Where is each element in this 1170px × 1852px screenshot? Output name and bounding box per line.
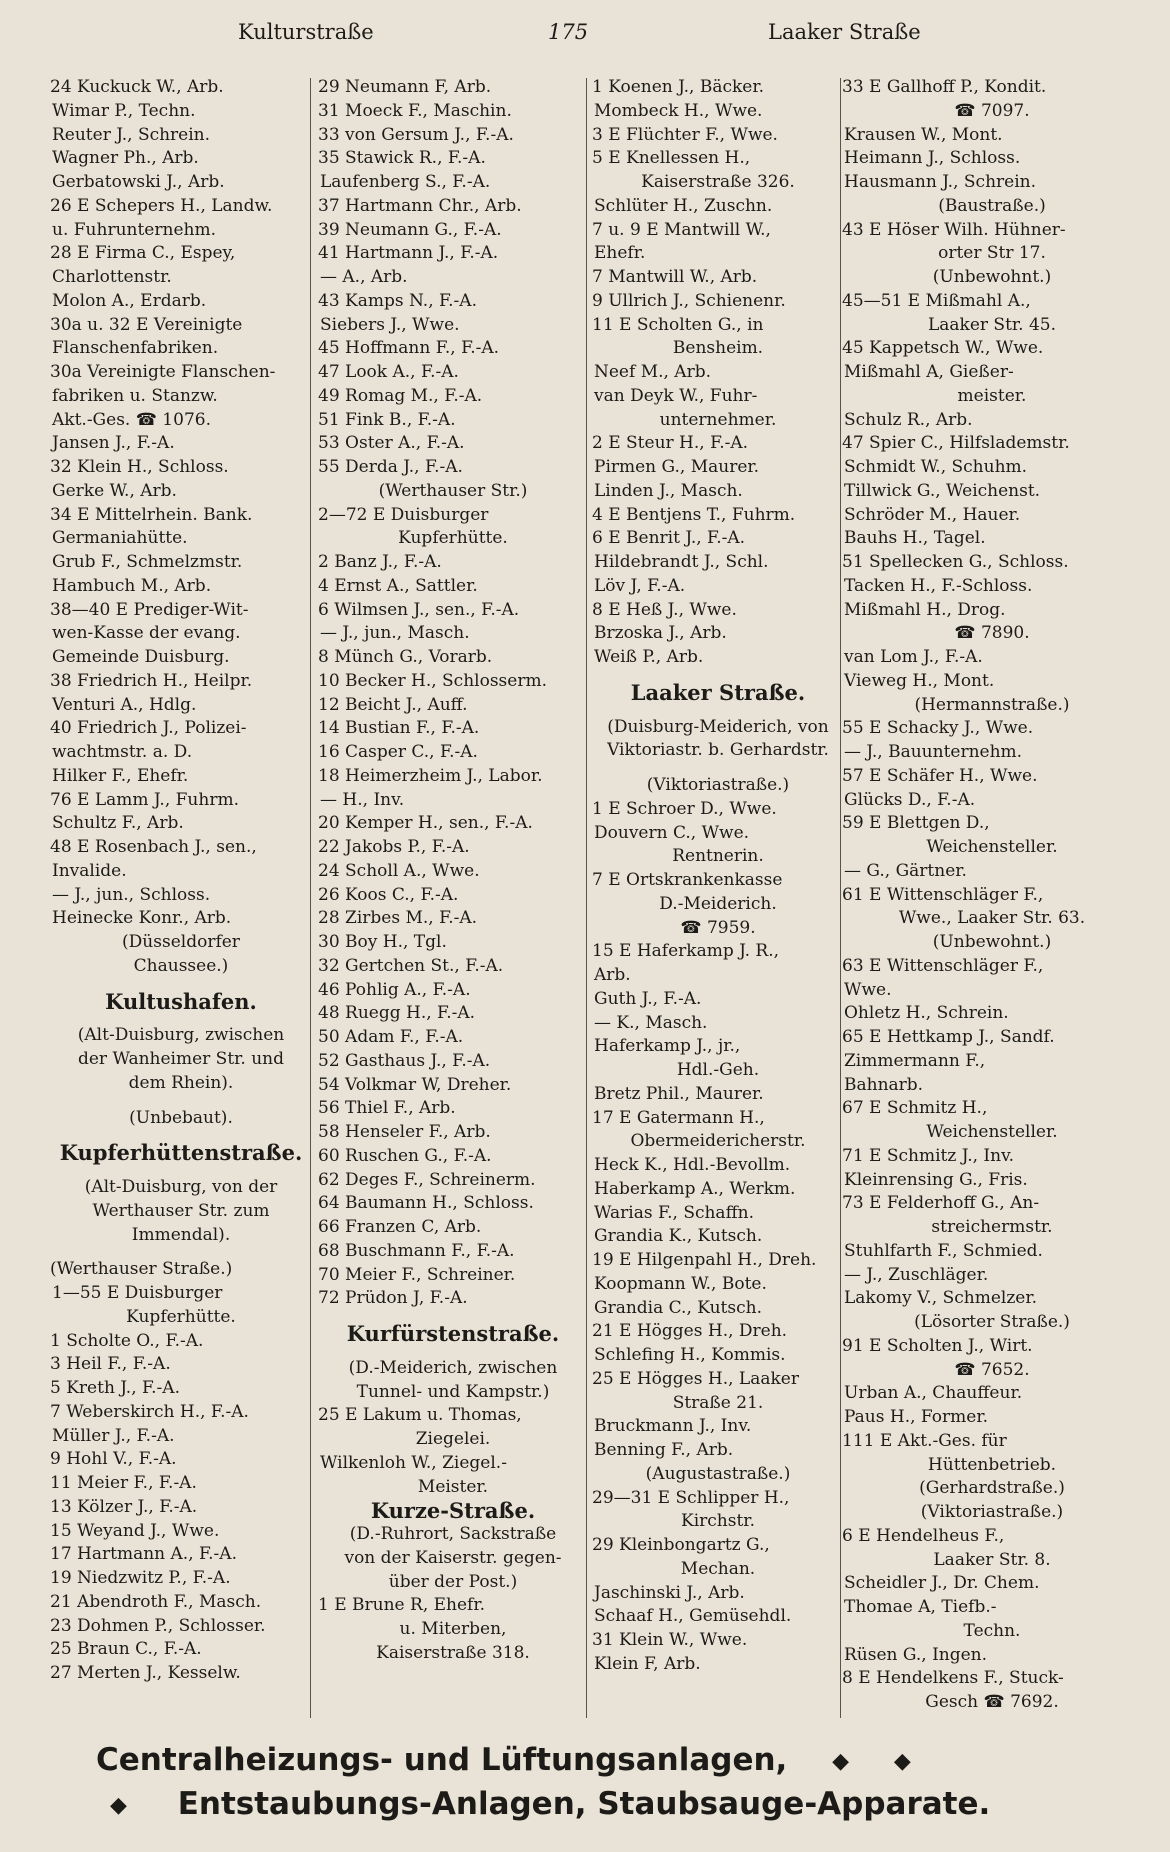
directory-entry: Siebers J., Wwe.: [320, 314, 460, 335]
directory-entry: 56 Thiel F., Arb.: [318, 1098, 456, 1119]
directory-entry: 19 Niedzwitz P., F.-A.: [50, 1568, 231, 1588]
directory-entry: Werthauser Str. zum: [92, 1200, 270, 1221]
spacer: [50, 1130, 312, 1141]
directory-entry: (Duisburg-Meiderich, von: [607, 716, 829, 737]
directory-entry: 19 E Hilgenpahl H., Dreh.: [592, 1250, 817, 1270]
directory-entry: ☎ 7097.: [954, 100, 1030, 121]
directory-entry: 29 Kleinbongartz G.,: [592, 1535, 770, 1555]
directory-entry: 4 E Bentjens T., Fuhrm.: [592, 504, 796, 525]
directory-entry: Arb.: [594, 965, 631, 985]
directory-entry: 25 E Lakum u. Thomas,: [318, 1405, 522, 1426]
directory-entry: 59 E Blettgen D.,: [842, 813, 990, 834]
directory-entry: von der Kaiserstr. gegen-: [344, 1547, 562, 1568]
directory-entry: 25 Braun C., F.-A.: [50, 1639, 202, 1660]
directory-entry: 2—72 E Duisburger: [318, 504, 489, 525]
directory-entry: Kleinrensing G., Fris.: [844, 1169, 1028, 1190]
directory-entry: Müller J., F.-A.: [52, 1425, 175, 1446]
directory-entry: 33 E Gallhoff P., Kondit.: [842, 77, 1047, 97]
directory-entry: 1 E Schroer D., Wwe.: [592, 798, 777, 819]
directory-entry: 49 Romag M., F.-A.: [318, 385, 483, 406]
directory-entry: Löv J, F.-A.: [594, 575, 686, 596]
directory-entry: Schultz F., Arb.: [52, 813, 184, 834]
directory-entry: 1 Scholte O., F.-A.: [50, 1330, 204, 1351]
street-heading: Kupferhüttenstraße.: [59, 1141, 303, 1165]
directory-entry: Weiß P., Arb.: [594, 647, 704, 667]
directory-entry: 66 Franzen C, Arb.: [318, 1217, 482, 1237]
directory-entry: 24 Scholl A., Wwe.: [318, 860, 480, 881]
directory-entry: Gesch ☎ 7692.: [925, 1692, 1059, 1712]
directory-entry: 55 Derda J., F.-A.: [318, 457, 463, 477]
directory-entry: Heinecke Konr., Arb.: [52, 908, 232, 929]
advertisement-line-1: [96, 1742, 1116, 1778]
directory-entry: Mißmahl A, Gießer-: [844, 362, 1014, 382]
directory-entry: Straße 21.: [672, 1392, 764, 1413]
directory-entry: 18 Heimerzheim J., Labor.: [318, 765, 543, 786]
directory-entry: Lakomy V., Schmelzer.: [844, 1288, 1038, 1309]
directory-entry: D.-Meiderich.: [659, 893, 777, 914]
directory-entry: 17 Hartmann A., F.-A.: [50, 1544, 237, 1565]
directory-entry: 25 E Högges H., Laaker: [592, 1368, 799, 1389]
directory-entry: Klein F, Arb.: [594, 1653, 701, 1674]
directory-entry: streichermstr.: [931, 1217, 1053, 1237]
directory-entry: 76 E Lamm J., Fuhrm.: [50, 789, 239, 810]
directory-entry: Techn.: [963, 1620, 1021, 1641]
directory-entry: — J., Zuschläger.: [844, 1264, 989, 1285]
directory-entry: Weichensteller.: [926, 1122, 1058, 1142]
directory-entry: 16 Casper C., F.-A.: [318, 742, 478, 762]
directory-entry: (Augustastraße.): [645, 1463, 791, 1484]
directory-entry: 34 E Mittelrhein. Bank.: [50, 504, 253, 525]
directory-entry: Wwe.: [844, 979, 892, 1000]
directory-entry: Hilker F., Ehefr.: [52, 765, 189, 786]
directory-entry: Wimar P., Techn.: [52, 100, 196, 121]
directory-entry: 17 E Gatermann H.,: [592, 1107, 765, 1128]
directory-entry: Mombeck H., Wwe.: [594, 100, 763, 121]
directory-entry: 32 Gertchen St., F.-A.: [318, 955, 504, 976]
directory-entry: u. Fuhrunternehm.: [52, 219, 216, 240]
spacer: [50, 1096, 312, 1107]
spacer: [50, 979, 312, 990]
directory-entry: (Hermannstraße.): [914, 694, 1070, 715]
ad-text-1: Centralheizungs- und Lüftungsanlagen,: [96, 1742, 788, 1778]
directory-entry: Laufenberg S., F.-A.: [320, 172, 491, 192]
directory-entry: ☎ 7890.: [954, 623, 1030, 644]
directory-entry: 30 Boy H., Tgl.: [318, 932, 447, 952]
directory-entry: Reuter J., Schrein.: [52, 124, 211, 145]
directory-entry: 7 Weberskirch H., F.-A.: [50, 1401, 249, 1422]
directory-entry: Benning F., Arb.: [594, 1440, 734, 1460]
directory-entry: 9 Ullrich J., Schienenr.: [592, 290, 786, 311]
directory-entry: Schlefing H., Kommis.: [594, 1345, 786, 1365]
diamond-icon: ◆: [110, 1793, 127, 1818]
directory-entry: 14 Bustian F., F.-A.: [318, 718, 480, 739]
directory-entry: 63 E Wittenschläger F.,: [842, 955, 1044, 976]
directory-entry: der Wanheimer Str. und: [77, 1049, 285, 1069]
directory-entry: Bauhs H., Tagel.: [844, 528, 986, 549]
directory-entry: Bahnarb.: [844, 1074, 924, 1095]
directory-entry: Weichensteller.: [926, 837, 1058, 857]
directory-entry: (Alt-Duisburg, zwischen: [77, 1025, 285, 1046]
directory-entry: Tunnel- und Kampstr.): [356, 1381, 550, 1402]
directory-entry: 45—51 E Mißmahl A.,: [842, 290, 1031, 311]
directory-entry: Laaker Str. 8.: [933, 1549, 1051, 1570]
directory-entry: Koopmann W., Bote.: [594, 1273, 767, 1294]
advertisement-line-2: [110, 1786, 1130, 1822]
directory-entry: 41 Hartmann J., F.-A.: [318, 243, 499, 264]
directory-entry: (Werthauser Straße.): [50, 1259, 233, 1280]
directory-entry: 1—55 E Duisburger: [52, 1283, 223, 1303]
directory-entry: Hambuch M., Arb.: [52, 575, 212, 596]
directory-entry: 27 Merten J., Kesselw.: [50, 1663, 241, 1683]
spacer: [50, 1165, 312, 1176]
directory-entry: 21 Abendroth F., Masch.: [50, 1591, 262, 1612]
directory-entry: 15 Weyand J., Wwe.: [50, 1520, 220, 1541]
directory-entry: Rüsen G., Ingen.: [844, 1644, 988, 1665]
directory-entry: Thomae A, Tiefb.-: [844, 1597, 997, 1617]
directory-entry: 2 Banz J., F.-A.: [318, 552, 442, 572]
directory-entry: 7 E Ortskrankenkasse: [592, 870, 783, 890]
directory-entry: Akt.-Ges. ☎ 1076.: [52, 409, 211, 430]
directory-entry: 6 E Benrit J., F.-A.: [592, 528, 746, 549]
directory-entry: Venturi A., Hdlg.: [52, 694, 197, 715]
column-1: [50, 76, 312, 1686]
directory-entry: Warias F., Schaffn.: [594, 1202, 754, 1223]
ad-text-2: Entstaubungs-Anlagen, Staubsauge-Apparate.: [177, 1786, 991, 1822]
spacer: [318, 1346, 588, 1357]
directory-entry: Kupferhütte.: [398, 528, 508, 549]
directory-entry: Ziegelei.: [415, 1429, 491, 1449]
directory-entry: 4 Ernst A., Sattler.: [318, 575, 478, 596]
directory-entry: 7 u. 9 E Mantwill W.,: [592, 219, 771, 240]
directory-entry: wachtmstr. a. D.: [52, 742, 193, 762]
directory-entry: Hausmann J., Schrein.: [844, 172, 1036, 192]
directory-entry: Gerke W., Arb.: [52, 480, 177, 501]
directory-entry: Hüttenbetrieb.: [927, 1454, 1057, 1475]
directory-entry: Laaker Str. 45.: [927, 314, 1057, 335]
directory-entry: Schmidt W., Schuhm.: [844, 457, 1028, 477]
directory-entry: Linden J., Masch.: [594, 480, 743, 501]
directory-entry: 6 Wilmsen J., sen., F.-A.: [318, 599, 520, 620]
spacer: [50, 1247, 312, 1258]
directory-entry: 11 Meier F., F.-A.: [50, 1473, 197, 1493]
directory-entry: 2 E Steur H., F.-A.: [592, 433, 749, 454]
directory-entry: Schaaf H., Gemüsehdl.: [594, 1606, 792, 1627]
directory-entry: 43 E Höser Wilh. Hühner-: [842, 219, 1066, 240]
directory-entry: 65 E Hettkamp J., Sandf.: [842, 1027, 1055, 1047]
directory-entry: 67 E Schmitz H.,: [842, 1098, 988, 1119]
column-3: [592, 76, 844, 1677]
directory-entry: 28 Zirbes M., F.-A.: [318, 908, 478, 929]
directory-entry: (Gerhardstraße.): [919, 1478, 1065, 1499]
directory-entry: fabriken u. Stanzw.: [52, 385, 218, 406]
directory-entry: 50 Adam F., F.-A.: [318, 1027, 464, 1047]
directory-entry: 28 E Firma C., Espey,: [50, 243, 236, 264]
directory-entry: 35 Stawick R., F.-A.: [318, 148, 486, 169]
directory-entry: 39 Neumann G., F.-A.: [318, 219, 502, 240]
directory-entry: 43 Kamps N., F.-A.: [318, 290, 477, 311]
directory-entry: 47 Look A., F.-A.: [318, 362, 459, 382]
diamond-icon: ◆: [893, 1749, 911, 1774]
directory-entry: 3 E Flüchter F., Wwe.: [592, 124, 778, 145]
directory-entry: Obermeidericherstr.: [630, 1131, 806, 1152]
directory-entry: 1 E Brune R, Ehefr.: [318, 1595, 485, 1616]
directory-entry: 8 Münch G., Vorarb.: [318, 647, 493, 667]
directory-entry: Flanschenfabriken.: [52, 338, 219, 359]
directory-entry: (Viktoriastraße.): [646, 775, 790, 795]
spacer: [592, 670, 844, 681]
directory-entry: (Unbewohnt.): [932, 932, 1052, 952]
directory-entry: 61 E Wittenschläger F.,: [842, 884, 1044, 905]
directory-entry: 12 Beicht J., Auff.: [318, 694, 468, 715]
directory-entry: 29 Neumann F, Arb.: [318, 77, 492, 97]
directory-entry: (Alt-Duisburg, von der: [84, 1177, 278, 1197]
directory-entry: (D.-Meiderich, zwischen: [348, 1357, 558, 1378]
directory-entry: Glücks D., F.-A.: [844, 789, 976, 810]
directory-entry: 111 E Akt.-Ges. für: [842, 1430, 1007, 1451]
directory-entry: Urban A., Chauffeur.: [844, 1383, 1023, 1404]
directory-entry: Viktoriastr. b. Gerhardstr.: [607, 740, 829, 761]
directory-entry: Kirchstr.: [681, 1511, 755, 1532]
directory-entry: 23 Dohmen P., Schlosser.: [50, 1615, 266, 1636]
directory-entry: über der Post.): [388, 1571, 518, 1592]
directory-entry: Molon A., Erdarb.: [52, 290, 207, 311]
directory-entry: Invalide.: [52, 860, 127, 881]
directory-entry: 38 Friedrich H., Heilpr.: [50, 670, 253, 691]
directory-entry: 68 Buschmann F., F.-A.: [318, 1240, 515, 1261]
directory-entry: u. Miterben,: [399, 1619, 507, 1639]
directory-entry: (Baustraße.): [938, 195, 1046, 216]
directory-entry: Grandia C., Kutsch.: [594, 1297, 762, 1318]
directory-entry: Bruckmann J., Inv.: [594, 1416, 752, 1437]
directory-entry: 55 E Schacky J., Wwe.: [842, 718, 1034, 739]
directory-entry: — H., Inv.: [320, 789, 405, 810]
directory-entry: 7 Mantwill W., Arb.: [592, 267, 758, 287]
directory-entry: Wwe., Laaker Str. 63.: [898, 908, 1086, 929]
directory-entry: Tillwick G., Weichenst.: [844, 480, 1041, 501]
directory-entry: (D.-Ruhrort, Sackstraße: [349, 1524, 557, 1544]
directory-entry: Kaiserstraße 326.: [641, 172, 795, 192]
directory-entry: Gerbatowski J., Arb.: [52, 172, 225, 192]
spacer: [592, 705, 844, 716]
directory-entry: 91 E Scholten J., Wirt.: [842, 1335, 1033, 1356]
directory-entry: 21 E Högges H., Dreh.: [592, 1321, 788, 1342]
directory-entry: Wilkenloh W., Ziegel.-: [320, 1452, 507, 1473]
directory-entry: Guth J., F.-A.: [594, 988, 702, 1009]
directory-entry: 40 Friedrich J., Polizei-: [50, 718, 247, 739]
header-left-street: Kulturstraße: [238, 20, 374, 44]
directory-entry: Bensheim.: [672, 338, 764, 359]
directory-entry: 10 Becker H., Schlosserm.: [318, 670, 547, 691]
directory-entry: (Werthauser Str.): [378, 480, 528, 501]
directory-entry: Germaniahütte.: [52, 528, 188, 549]
directory-entry: (Düsseldorfer: [122, 932, 240, 952]
directory-entry: 20 Kemper H., sen., F.-A.: [318, 813, 533, 834]
directory-entry: Schlüter H., Zuschn.: [594, 195, 773, 216]
directory-entry: 53 Oster A., F.-A.: [318, 433, 465, 454]
directory-entry: Haferkamp J., jr.,: [594, 1036, 741, 1057]
directory-entry: Tacken H., F.-Schloss.: [844, 575, 1033, 596]
directory-entry: 26 Koos C., F.-A.: [318, 884, 459, 905]
directory-entry: van Lom J., F.-A.: [844, 647, 983, 667]
directory-entry: ☎ 7959.: [680, 917, 756, 938]
directory-entry: — J., jun., Masch.: [320, 623, 470, 644]
street-heading: Kurze-Straße.: [370, 1499, 536, 1523]
directory-entry: Vieweg H., Mont.: [844, 670, 995, 691]
directory-entry: 38—40 E Prediger-Wit-: [50, 599, 249, 620]
street-heading: Kurfürstenstraße.: [346, 1322, 560, 1346]
spacer: [318, 1311, 588, 1322]
directory-entry: 22 Jakobs P., F.-A.: [318, 837, 470, 857]
street-heading: Kultushafen.: [105, 989, 257, 1014]
directory-entry: Mechan.: [680, 1558, 756, 1579]
directory-entry: Kupferhütte.: [126, 1306, 236, 1327]
directory-entry: 5 Kreth J., F.-A.: [50, 1378, 180, 1398]
directory-entry: 48 Ruegg H., F.-A.: [318, 1003, 476, 1024]
directory-entry: 37 Hartmann Chr., Arb.: [318, 195, 522, 216]
directory-entry: 8 E Hendelkens F., Stuck-: [842, 1668, 1064, 1689]
directory-entry: Ehefr.: [594, 243, 646, 264]
directory-entry: 64 Baumann H., Schloss.: [318, 1193, 534, 1214]
directory-entry: 3 Heil F., F.-A.: [50, 1354, 171, 1375]
directory-entry: 26 E Schepers H., Landw.: [50, 195, 273, 216]
directory-entry: Heimann J., Schloss.: [844, 148, 1021, 169]
directory-entry: 58 Henseler F., Arb.: [318, 1122, 491, 1142]
directory-entry: 45 Kappetsch W., Wwe.: [842, 338, 1044, 359]
directory-entry: Chaussee.): [133, 955, 229, 976]
directory-entry: Kaiserstraße 318.: [376, 1642, 530, 1663]
directory-entry: 62 Deges F., Schreinerm.: [318, 1169, 536, 1190]
diamond-icon: ◆: [832, 1749, 850, 1774]
directory-entry: Haberkamp A., Werkm.: [594, 1178, 796, 1199]
directory-entry: Schröder M., Hauer.: [844, 504, 1021, 525]
directory-entry: Neef M., Arb.: [594, 362, 711, 382]
column-2: [318, 76, 588, 1666]
directory-entry: 52 Gasthaus J., F.-A.: [318, 1050, 491, 1071]
directory-entry: Brzoska J., Arb.: [594, 623, 727, 644]
directory-entry: meister.: [957, 385, 1027, 406]
directory-entry: Krausen W., Mont.: [844, 124, 1003, 145]
directory-entry: — J., Bauunternehm.: [844, 742, 1023, 762]
directory-entry: 60 Ruschen G., F.-A.: [318, 1145, 492, 1166]
directory-entry: 51 Spellecken G., Schloss.: [842, 552, 1069, 572]
directory-entry: Grandia K., Kutsch.: [594, 1226, 763, 1247]
directory-entry: Rentnerin.: [672, 846, 764, 867]
directory-entry: 46 Pohlig A., F.-A.: [318, 979, 471, 1000]
directory-entry: Zimmermann F.,: [844, 1050, 986, 1071]
directory-entry: 9 Hohl V., F.-A.: [50, 1449, 177, 1470]
spacer: [50, 1013, 312, 1024]
directory-entry: 48 E Rosenbach J., sen.,: [50, 837, 257, 857]
directory-entry: Scheidler J., Dr. Chem.: [844, 1573, 1040, 1594]
directory-entry: 13 Kölzer J., F.-A.: [50, 1496, 198, 1517]
directory-entry: 57 E Schäfer H., Wwe.: [842, 765, 1038, 786]
directory-entry: Stuhlfarth F., Schmied.: [844, 1240, 1043, 1261]
directory-entry: (Unbewohnt.): [932, 267, 1052, 287]
spacer: [592, 763, 844, 774]
directory-entry: Grub F., Schmelzmstr.: [52, 552, 243, 572]
directory-entry: 30a u. 32 E Vereinigte: [50, 314, 243, 335]
directory-entry: ☎ 7652.: [954, 1359, 1030, 1380]
street-heading: Laaker Straße.: [630, 680, 806, 705]
directory-entry: 15 E Haferkamp J. R.,: [592, 941, 780, 962]
directory-entry: 8 E Heß J., Wwe.: [592, 599, 737, 620]
header-right-street: Laaker Straße: [768, 20, 921, 44]
directory-entry: Charlottenstr.: [52, 267, 172, 287]
directory-entry: — A., Arb.: [320, 267, 408, 287]
directory-entry: 5 E Knellessen H.,: [592, 148, 751, 169]
directory-entry: 1 Koenen J., Bäcker.: [592, 77, 765, 97]
directory-entry: orter Str 17.: [938, 243, 1046, 264]
directory-entry: 47 Spier C., Hilfslademstr.: [842, 433, 1070, 454]
directory-entry: — G., Gärtner.: [844, 860, 967, 881]
directory-entry: — J., jun., Schloss.: [52, 884, 211, 905]
directory-entry: dem Rhein).: [128, 1072, 234, 1093]
directory-entry: 72 Prüdon J, F.-A.: [318, 1288, 468, 1309]
directory-entry: wen-Kasse der evang.: [52, 623, 241, 644]
directory-entry: 31 Moeck F., Maschin.: [318, 100, 512, 121]
directory-entry: 32 Klein H., Schloss.: [50, 457, 229, 477]
directory-entry: unternehmer.: [659, 409, 777, 430]
directory-entry: Meister.: [417, 1476, 489, 1497]
directory-entry: van Deyk W., Fuhr-: [594, 385, 758, 406]
directory-entry: 33 von Gersum J., F.-A.: [318, 124, 514, 145]
page-number: 175: [548, 20, 589, 44]
directory-entry: 29—31 E Schlipper H.,: [592, 1487, 790, 1508]
directory-entry: 54 Volkmar W, Dreher.: [318, 1074, 512, 1095]
directory-entry: Jaschinski J., Arb.: [594, 1582, 745, 1603]
directory-entry: 70 Meier F., Schreiner.: [318, 1264, 516, 1285]
directory-entry: (Viktoriastraße.): [920, 1502, 1064, 1522]
directory-entry: Douvern C., Wwe.: [594, 822, 750, 843]
directory-entry: 31 Klein W., Wwe.: [592, 1630, 748, 1650]
directory-entry: (Unbebaut).: [129, 1107, 233, 1128]
directory-entry: Bretz Phil., Maurer.: [594, 1083, 764, 1104]
column-4: [842, 76, 1142, 1715]
directory-entry: Jansen J., F.-A.: [52, 433, 175, 454]
directory-entry: Ohletz H., Schrein.: [844, 1003, 1009, 1024]
directory-entry: 6 E Hendelheus F.,: [842, 1525, 1005, 1546]
directory-entry: Wagner Ph., Arb.: [52, 148, 199, 169]
directory-entry: Pirmen G., Maurer.: [594, 457, 760, 477]
directory-entry: Mißmahl H., Drog.: [844, 599, 1006, 620]
directory-entry: Immendal).: [131, 1224, 231, 1245]
directory-entry: Paus H., Former.: [844, 1407, 988, 1427]
directory-entry: Hildebrandt J., Schl.: [594, 552, 769, 572]
directory-entry: Heck K., Hdl.-Bevollm.: [594, 1155, 791, 1175]
directory-entry: 51 Fink B., F.-A.: [318, 409, 456, 430]
directory-entry: Hdl.-Geh.: [676, 1060, 760, 1080]
directory-entry: (Lösorter Straße.): [914, 1312, 1070, 1332]
directory-entry: 45 Hoffmann F., F.-A.: [318, 338, 500, 359]
directory-entry: 11 E Scholten G., in: [592, 314, 764, 335]
directory-entry: 71 E Schmitz J., Inv.: [842, 1145, 1015, 1166]
directory-entry: Schulz R., Arb.: [844, 409, 973, 430]
directory-entry: 73 E Felderhoff G., An-: [842, 1193, 1040, 1214]
directory-entry: — K., Masch.: [594, 1012, 708, 1033]
directory-entry: Gemeinde Duisburg.: [52, 647, 230, 667]
directory-entry: 30a Vereinigte Flanschen-: [50, 362, 276, 382]
directory-entry: 24 Kuckuck W., Arb.: [50, 77, 224, 97]
